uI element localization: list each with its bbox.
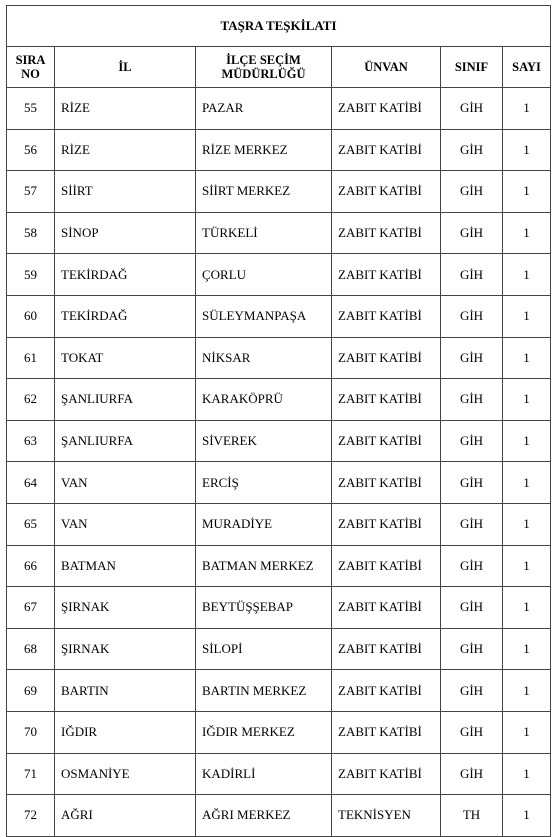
cell-ilce: MURADİYE xyxy=(196,503,332,545)
table-row xyxy=(7,171,551,213)
cell-sinif: GİH xyxy=(441,212,503,254)
cell-unvan: ZABIT KATİBİ xyxy=(332,587,441,629)
cell-il: RİZE xyxy=(55,129,196,171)
cell-il: VAN xyxy=(55,503,196,545)
cell-sinif: GİH xyxy=(441,88,503,130)
table-row xyxy=(7,795,551,837)
cell-unvan: ZABIT KATİBİ xyxy=(332,503,441,545)
cell-sinif: GİH xyxy=(441,503,503,545)
cell-il: BATMAN xyxy=(55,545,196,587)
cell-sira-no: 60 xyxy=(7,295,55,337)
header-sinif: SINIF xyxy=(441,47,503,88)
cell-sinif: GİH xyxy=(441,129,503,171)
table-row xyxy=(7,753,551,795)
cell-unvan: ZABIT KATİBİ xyxy=(332,670,441,712)
cell-sinif: GİH xyxy=(441,545,503,587)
cell-sayi: 1 xyxy=(503,753,551,795)
cell-unvan: ZABIT KATİBİ xyxy=(332,337,441,379)
cell-sayi: 1 xyxy=(503,295,551,337)
cell-sayi: 1 xyxy=(503,129,551,171)
cell-sira-no: 64 xyxy=(7,462,55,504)
cell-sayi: 1 xyxy=(503,545,551,587)
cell-sira-no: 68 xyxy=(7,628,55,670)
table-row xyxy=(7,379,551,421)
cell-sayi: 1 xyxy=(503,628,551,670)
cell-il: SİİRT xyxy=(55,171,196,213)
title-row xyxy=(7,6,551,47)
cell-unvan: ZABIT KATİBİ xyxy=(332,212,441,254)
cell-sinif: GİH xyxy=(441,379,503,421)
cell-il: SİNOP xyxy=(55,212,196,254)
cell-sinif: GİH xyxy=(441,587,503,629)
cell-sinif: GİH xyxy=(441,295,503,337)
table-row xyxy=(7,129,551,171)
cell-unvan: ZABIT KATİBİ xyxy=(332,88,441,130)
cell-sayi: 1 xyxy=(503,587,551,629)
table-row xyxy=(7,420,551,462)
cell-il: BARTIN xyxy=(55,670,196,712)
cell-ilce: SÜLEYMANPAŞA xyxy=(196,295,332,337)
cell-ilce: SİİRT MERKEZ xyxy=(196,171,332,213)
cell-ilce: AĞRI MERKEZ xyxy=(196,795,332,837)
cell-sayi: 1 xyxy=(503,462,551,504)
cell-sinif: GİH xyxy=(441,337,503,379)
cell-sira-no: 59 xyxy=(7,254,55,296)
table-row xyxy=(7,212,551,254)
cell-ilce: BARTIN MERKEZ xyxy=(196,670,332,712)
header-unvan: ÜNVAN xyxy=(332,47,441,88)
cell-unvan: ZABIT KATİBİ xyxy=(332,295,441,337)
header-sira-no xyxy=(7,47,55,88)
cell-unvan: ZABIT KATİBİ xyxy=(332,545,441,587)
cell-sayi: 1 xyxy=(503,503,551,545)
cell-sira-no: 67 xyxy=(7,587,55,629)
cell-sira-no: 57 xyxy=(7,171,55,213)
cell-sinif: GİH xyxy=(441,670,503,712)
cell-il: ŞIRNAK xyxy=(55,628,196,670)
cell-ilce: SİLOPİ xyxy=(196,628,332,670)
cell-sira-no: 69 xyxy=(7,670,55,712)
table-row xyxy=(7,88,551,130)
cell-ilce: RİZE MERKEZ xyxy=(196,129,332,171)
cell-ilce: PAZAR xyxy=(196,88,332,130)
table-row xyxy=(7,587,551,629)
cell-sira-no: 71 xyxy=(7,753,55,795)
cell-sinif: GİH xyxy=(441,711,503,753)
cell-sira-no: 56 xyxy=(7,129,55,171)
cell-unvan: ZABIT KATİBİ xyxy=(332,462,441,504)
cell-sira-no: 66 xyxy=(7,545,55,587)
cell-il: IĞDIR xyxy=(55,711,196,753)
cell-sira-no: 55 xyxy=(7,88,55,130)
cell-sayi: 1 xyxy=(503,171,551,213)
table-row xyxy=(7,295,551,337)
cell-ilce: TÜRKELİ xyxy=(196,212,332,254)
cell-unvan: ZABIT KATİBİ xyxy=(332,379,441,421)
cell-unvan: ZABIT KATİBİ xyxy=(332,171,441,213)
cell-sira-no: 63 xyxy=(7,420,55,462)
cell-unvan: ZABIT KATİBİ xyxy=(332,254,441,296)
cell-il: RİZE xyxy=(55,88,196,130)
cell-sira-no: 72 xyxy=(7,795,55,837)
cell-sira-no: 62 xyxy=(7,379,55,421)
cell-sayi: 1 xyxy=(503,337,551,379)
cell-sayi: 1 xyxy=(503,670,551,712)
cell-unvan: ZABIT KATİBİ xyxy=(332,129,441,171)
cell-ilce: BEYTÜŞŞEBAP xyxy=(196,587,332,629)
cell-ilce: BATMAN MERKEZ xyxy=(196,545,332,587)
cell-sinif: GİH xyxy=(441,628,503,670)
cell-il: ŞANLIURFA xyxy=(55,420,196,462)
cell-ilce: NİKSAR xyxy=(196,337,332,379)
table-row xyxy=(7,628,551,670)
cell-ilce: SİVEREK xyxy=(196,420,332,462)
cell-sira-no: 70 xyxy=(7,711,55,753)
cell-unvan: ZABIT KATİBİ xyxy=(332,628,441,670)
cell-sayi: 1 xyxy=(503,795,551,837)
cell-il: TEKİRDAĞ xyxy=(55,254,196,296)
header-ilce xyxy=(196,47,332,88)
header-sayi: SAYI xyxy=(503,47,551,88)
cell-il: TEKİRDAĞ xyxy=(55,295,196,337)
staff-table xyxy=(6,5,551,837)
cell-ilce: ÇORLU xyxy=(196,254,332,296)
cell-ilce: KADİRLİ xyxy=(196,753,332,795)
cell-sira-no: 65 xyxy=(7,503,55,545)
cell-il: AĞRI xyxy=(55,795,196,837)
cell-sinif: GİH xyxy=(441,462,503,504)
header-sira-no-label: SIRA NO xyxy=(15,53,46,81)
cell-sayi: 1 xyxy=(503,212,551,254)
cell-unvan: ZABIT KATİBİ xyxy=(332,420,441,462)
cell-sayi: 1 xyxy=(503,254,551,296)
cell-il: ŞANLIURFA xyxy=(55,379,196,421)
table-row xyxy=(7,670,551,712)
cell-il: OSMANİYE xyxy=(55,753,196,795)
cell-sira-no: 61 xyxy=(7,337,55,379)
cell-il: ŞIRNAK xyxy=(55,587,196,629)
table-row xyxy=(7,337,551,379)
cell-unvan: ZABIT KATİBİ xyxy=(332,711,441,753)
cell-sinif: TH xyxy=(441,795,503,837)
table-row xyxy=(7,462,551,504)
table-title: TAŞRA TEŞKİLATI xyxy=(7,6,551,47)
header-il: İL xyxy=(55,47,196,88)
cell-sira-no: 58 xyxy=(7,212,55,254)
header-row xyxy=(7,47,551,88)
table-row xyxy=(7,545,551,587)
cell-sinif: GİH xyxy=(441,171,503,213)
cell-sinif: GİH xyxy=(441,753,503,795)
cell-sayi: 1 xyxy=(503,88,551,130)
cell-sayi: 1 xyxy=(503,379,551,421)
cell-sayi: 1 xyxy=(503,420,551,462)
table-row xyxy=(7,711,551,753)
cell-sayi: 1 xyxy=(503,711,551,753)
header-ilce-label: İLÇE SEÇİM MÜDÜRLÜĞÜ xyxy=(221,53,306,81)
cell-sinif: GİH xyxy=(441,420,503,462)
table-row xyxy=(7,254,551,296)
cell-ilce: IĞDIR MERKEZ xyxy=(196,711,332,753)
cell-unvan: ZABIT KATİBİ xyxy=(332,753,441,795)
cell-sinif: GİH xyxy=(441,254,503,296)
table-row xyxy=(7,503,551,545)
cell-ilce: ERCİŞ xyxy=(196,462,332,504)
cell-il: TOKAT xyxy=(55,337,196,379)
cell-il: VAN xyxy=(55,462,196,504)
cell-unvan: TEKNİSYEN xyxy=(332,795,441,837)
cell-ilce: KARAKÖPRÜ xyxy=(196,379,332,421)
